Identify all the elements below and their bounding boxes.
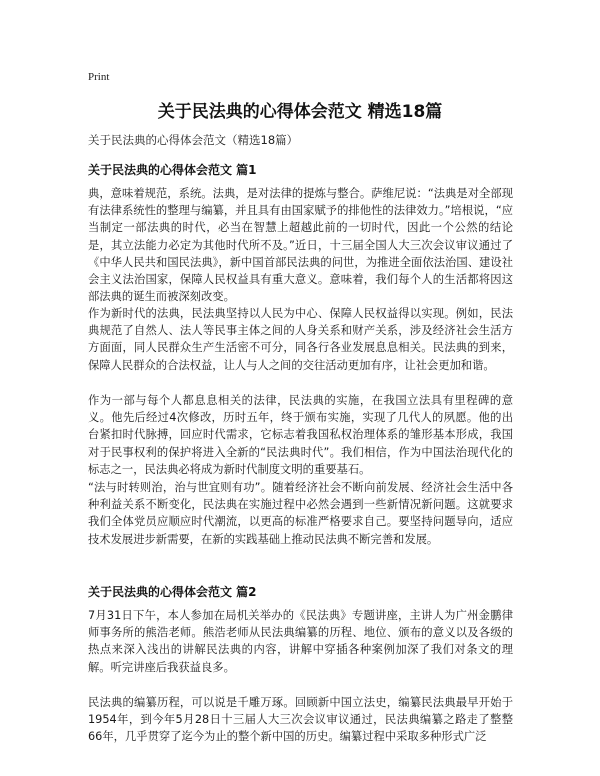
paragraph: 7月31日下午，本人参加在局机关举办的《民法典》专题讲座，主讲人为广州金鹏律师事务所的熊浩老师。熊浩老师从民法典编纂的历程、地位、颁布的意义以及各级的热点来深入浅出的讲解民法典的内容，讲解中穿插各种案例加深了我们对条文的理解。听完讲座后我获益良多。 xyxy=(88,609,513,674)
paragraph: 典，意味着规范，系统。法典，是对法律的提炼与整合。萨维尼说：“法典是对全部现有法律系统性的整理与编纂，并且具有由国家赋予的排他性的法律效力。”培根说，“应当制定一部法典的时代，必当在智慧上超越此前的一切时代，因此一个公然的结论是，其立法能力必定为其他时代所不及。”近日，十三届全国人大三次会议审议通过了《中华人民共和国民法典》，新中国首部民法典的问世，为推进全面依法治国、建设社会主义法治国家，保障人民权益具有重大意义。意味着，我们每个人的生活都将因这部法典的诞生而被深刻改变。 xyxy=(88,187,513,304)
paragraph: “法与时转则治，治与世宜则有功”。随着经济社会不断向前发展、经济社会生活中各种利益关系不断变化，民法典在实施过程中必然会遇到一些新情况新问题。这就要求我们全体党员应顺应时代潮流，以更高的标准严格要求自己。要坚持问题导向，适应技术发展进步新需要，在新的实践基础上推动民法典不断完善和发展。 xyxy=(88,481,513,546)
page-title: 关于民法典的心得体会范文 精选18篇 xyxy=(157,102,443,122)
print-link[interactable]: Print xyxy=(88,71,110,83)
section-heading-1: 关于民法典的心得体会范文 篇1 xyxy=(88,163,257,177)
paragraph: 作为一部与每个人都息息相关的法律，民法典的实施，在我国立法具有里程碑的意义。他先后经过4次修改，历时五年，终于颁布实施，实现了几代人的夙愿。他的出台紧扣时代脉搏，回应时代需求，它标志着我国私权治理体系的雏形基本形成，我国对于民事权利的保护将进入全新的“民法典时代”。我们相信，作为中国法治现代化的标志之一，民法典必将成为新时代制度文明的重要基石。 xyxy=(88,394,513,476)
section-heading-2: 关于民法典的心得体会范文 篇2 xyxy=(88,585,257,599)
document-subtitle: 关于民法典的心得体会范文（精选18篇） xyxy=(88,133,299,147)
paragraph: 民法典的编纂历程，可以说是千雕万琢。回顾新中国立法史，编纂民法典最早开始于1954年，到今年5月28日十三届人大三次会议审议通过，民法典编纂之路走了整整66年，几乎贯穿了迄今为止的整个新中国的历史。编纂过程中采取多种形式广泛 xyxy=(88,696,513,744)
paragraph: 作为新时代的法典，民法典坚持以人民为中心、保障人民权益得以实现。例如，民法典规范了自然人、法人等民事主体之间的人身关系和财产关系，涉及经济社会生活方方面面，同人民群众生产生活密不可分，同各行各业发展息息相关。民法典的到来，保障人民群众的合法权益，让人与人之间的交往活动更加有序，让社会更加和谐。 xyxy=(88,307,513,372)
